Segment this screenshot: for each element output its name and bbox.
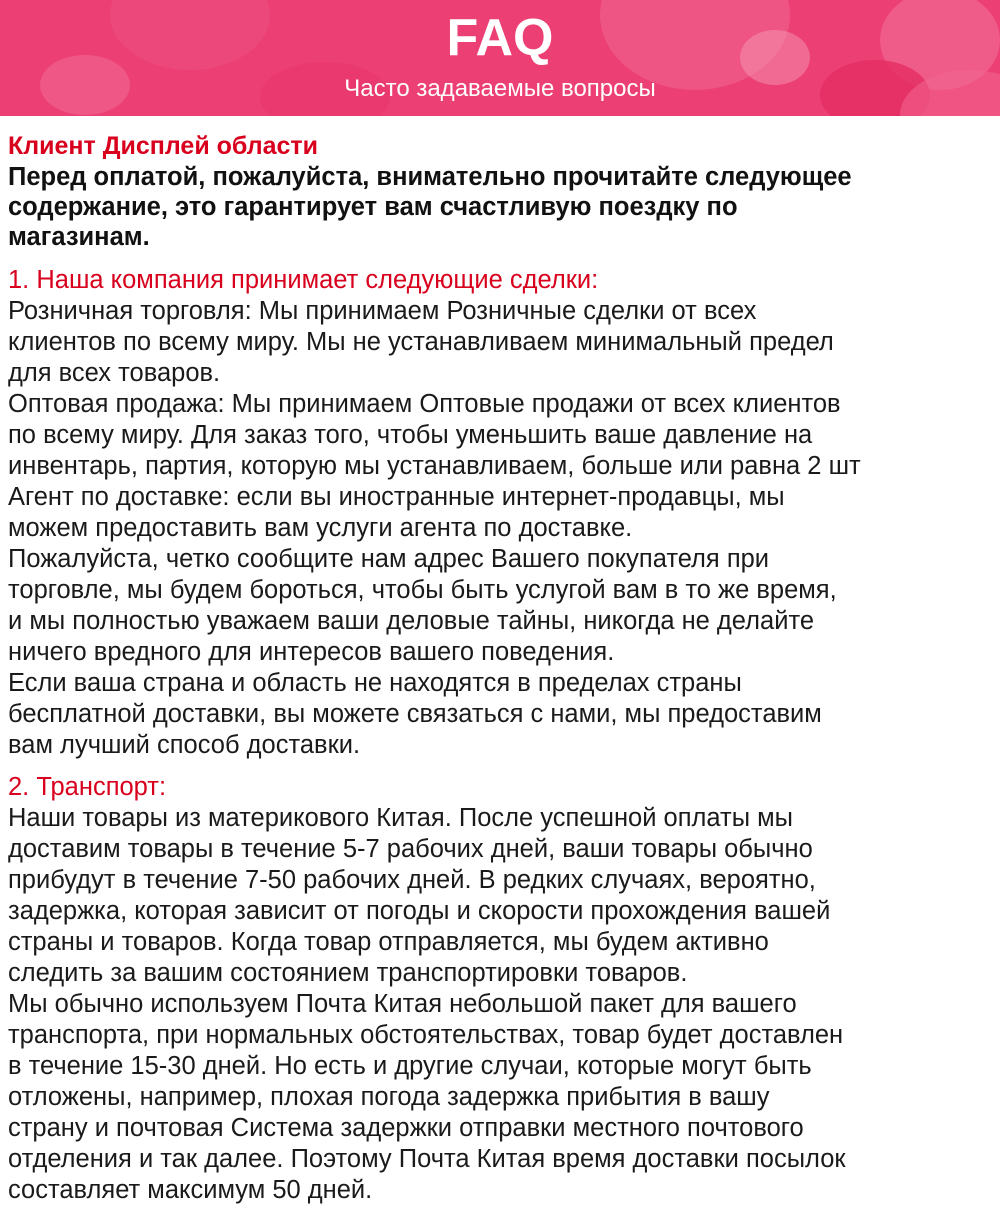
intro-line: Перед оплатой, пожалуйста, внимательно прочитайте следующее bbox=[8, 163, 852, 191]
paragraph-line: Если ваша страна и область не находятся в пределах страны bbox=[8, 669, 742, 697]
intro-heading: Клиент Дисплей области bbox=[8, 132, 319, 160]
paragraph-line: ничего вредного для интересов вашего поведения. bbox=[8, 638, 615, 666]
paragraph-line: инвентарь, партия, которую мы устанавливаем, больше или равна 2 шт bbox=[8, 452, 861, 480]
paragraph-line: клиентов по всему миру. Мы не устанавливаем минимальный предел bbox=[8, 328, 834, 356]
paragraph-line: торговле, мы будем бороться, чтобы быть услугой вам в то же время, bbox=[8, 576, 837, 604]
section2-heading: 2. Транспорт: bbox=[8, 773, 167, 801]
paragraph-line: бесплатной доставки, вы можете связаться с нами, мы предоставим bbox=[8, 700, 822, 728]
paragraph-line: страны и товаров. Когда товар отправляется, мы будем активно bbox=[8, 928, 769, 956]
paragraph-line: и мы полностью уважаем ваши деловые тайны, никогда не делайте bbox=[8, 607, 815, 635]
paragraph-line: составляет максимум 50 дней. bbox=[8, 1176, 373, 1204]
intro-line: содержание, это гарантирует вам счастливую поездку по bbox=[8, 193, 738, 221]
paragraph-line: отделения и так далее. Поэтому Почта Китая время доставки посылок bbox=[8, 1145, 846, 1173]
paragraph-line: можем предоставить вам услуги агента по доставке. bbox=[8, 514, 633, 542]
paragraph-line: по всему миру. Для заказ того, чтобы уменьшить ваше давление на bbox=[8, 421, 813, 449]
section1-heading: 1. Наша компания принимает следующие сделки: bbox=[8, 266, 599, 294]
banner-subtitle: Часто задаваемые вопросы bbox=[344, 75, 656, 102]
paragraph-line: задержка, которая зависит от погоды и скорости прохождения вашей bbox=[8, 897, 831, 925]
section1-text bbox=[8, 296, 1000, 761]
paragraph-line: Пожалуйста, четко сообщите нам адрес Вашего покупателя при bbox=[8, 545, 770, 573]
paragraph-line: доставим товары в течение 5-7 рабочих дней, ваши товары обычно bbox=[8, 835, 813, 863]
paragraph-line: Агент по доставке: если вы иностранные интернет-продавцы, мы bbox=[8, 483, 785, 511]
paragraph-line: страну и почтовая Система задержки отправки местного почтового bbox=[8, 1114, 804, 1142]
faq-banner bbox=[0, 0, 1000, 116]
paragraph-line: транспорта, при нормальных обстоятельствах, товар будет доставлен bbox=[8, 1021, 844, 1049]
paragraph-line: вам лучший способ доставки. bbox=[8, 731, 361, 759]
paragraph-line: Мы обычно используем Почта Китая небольшой пакет для вашего bbox=[8, 990, 797, 1018]
paragraph-line: для всех товаров. bbox=[8, 359, 221, 387]
paragraph-line: отложены, например, плохая погода задержка прибытия в вашу bbox=[8, 1083, 770, 1111]
faq-content bbox=[8, 130, 1000, 1206]
section2-text bbox=[8, 803, 1000, 1206]
paragraph-line: в течение 15-30 дней. Но есть и другие случаи, которые могут быть bbox=[8, 1052, 812, 1080]
intro-text bbox=[8, 162, 1000, 252]
paragraph-line: прибудут в течение 7-50 рабочих дней. В редких случаях, вероятно, bbox=[8, 866, 816, 894]
paragraph-line: Оптовая продажа: Мы принимаем Оптовые продажи от всех клиентов bbox=[8, 390, 841, 418]
paragraph-line: следить за вашим состоянием транспортировки товаров. bbox=[8, 959, 688, 987]
intro-line: магазинам. bbox=[8, 223, 150, 251]
paragraph-line: Наши товары из материкового Китая. После успешной оплаты мы bbox=[8, 804, 793, 832]
paragraph-line: Розничная торговля: Мы принимаем Розничные сделки от всех bbox=[8, 297, 757, 325]
banner-title: FAQ bbox=[446, 9, 554, 67]
